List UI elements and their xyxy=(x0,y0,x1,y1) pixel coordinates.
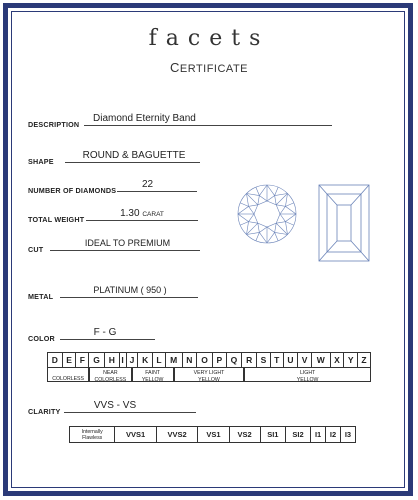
color-grade-cell: V xyxy=(298,353,312,368)
clarity-value: VVS - VS xyxy=(93,400,137,411)
clarity-grade-cell: VVS2 xyxy=(156,427,197,443)
color-grade-cell: S xyxy=(257,353,271,368)
total-weight-value: 1.30 CARAT xyxy=(120,208,164,219)
color-grade-cell: I xyxy=(119,353,126,368)
color-grade-cell: Y xyxy=(344,353,358,368)
color-grade-cell: U xyxy=(283,353,298,368)
color-grade-cell: W xyxy=(311,353,330,368)
cut-underline xyxy=(50,250,200,251)
color-grade-cell: K xyxy=(138,353,153,368)
color-band-label: VERY LIGHT YELLOW xyxy=(193,370,225,383)
shape-underline xyxy=(65,162,200,163)
color-grade-cell: T xyxy=(270,353,283,368)
shape-label: SHAPE xyxy=(28,157,54,166)
color-grade-cell: P xyxy=(212,353,226,368)
description-label: DESCRIPTION xyxy=(28,120,80,129)
cut-value: IDEAL TO PREMIUM xyxy=(84,238,171,248)
color-grade-cell: Z xyxy=(358,353,371,368)
clarity-grade-cell: VVS1 xyxy=(115,427,156,443)
clarity-underline xyxy=(64,412,196,413)
total-weight-label: TOTAL WEIGHT xyxy=(28,215,85,224)
color-band-label: FAINT YELLOW xyxy=(141,370,164,383)
num-diamonds-label: NUMBER OF DIAMONDS xyxy=(28,186,117,195)
clarity-grade-cell: SI1 xyxy=(260,427,285,443)
clarity-label: CLARITY xyxy=(28,407,61,416)
color-grade-cell: F xyxy=(76,353,89,368)
clarity-grade-cell: Internally Flawless xyxy=(70,427,115,443)
color-underline xyxy=(60,339,155,340)
color-band-label: COLORLESS xyxy=(52,376,84,382)
color-grade-cell: D xyxy=(48,353,63,368)
color-grade-cell: Q xyxy=(226,353,242,368)
round-diamond-diagram xyxy=(236,183,298,245)
description-underline xyxy=(84,125,332,126)
color-grade-cell: G xyxy=(89,353,105,368)
color-grade-cell: X xyxy=(330,353,344,368)
color-band-label: LIGHT YELLOW xyxy=(296,370,319,383)
metal-value: PLATINUM ( 950 ) xyxy=(93,285,167,295)
color-grade-cell: L xyxy=(153,353,166,368)
shape-value: ROUND & BAGUETTE xyxy=(82,150,186,161)
color-label: COLOR xyxy=(28,334,55,343)
color-value: F - G xyxy=(93,327,117,338)
color-band-label: NEAR COLORLESS xyxy=(94,370,127,383)
color-grade-cell: O xyxy=(197,353,213,368)
metal-underline xyxy=(60,297,198,298)
color-grade-cell: M xyxy=(165,353,182,368)
color-grade-cell: J xyxy=(126,353,138,368)
clarity-grade-cell: VS1 xyxy=(198,427,229,443)
clarity-grade-cell: I1 xyxy=(311,427,326,443)
cut-label: CUT xyxy=(28,245,44,254)
clarity-grade-cell: VS2 xyxy=(229,427,260,443)
baguette-diamond-diagram xyxy=(317,183,371,263)
clarity-grade-cell: SI2 xyxy=(285,427,310,443)
color-grade-scale xyxy=(47,352,371,368)
document-title: CERTIFICATE xyxy=(169,60,249,75)
clarity-grade-cell: I2 xyxy=(326,427,341,443)
num-diamonds-underline xyxy=(117,191,197,192)
color-grade-cell: E xyxy=(62,353,76,368)
clarity-grade-cell: I3 xyxy=(340,427,355,443)
num-diamonds-value: 22 xyxy=(141,179,154,190)
color-grade-cell: H xyxy=(104,353,119,368)
total-weight-underline xyxy=(86,220,198,221)
metal-label: METAL xyxy=(28,292,54,301)
description-value: Diamond Eternity Band xyxy=(93,113,196,124)
color-grade-cell: R xyxy=(242,353,257,368)
brand-logo: facets xyxy=(148,26,270,51)
color-grade-cell: N xyxy=(182,353,197,368)
clarity-grade-scale xyxy=(69,426,356,443)
